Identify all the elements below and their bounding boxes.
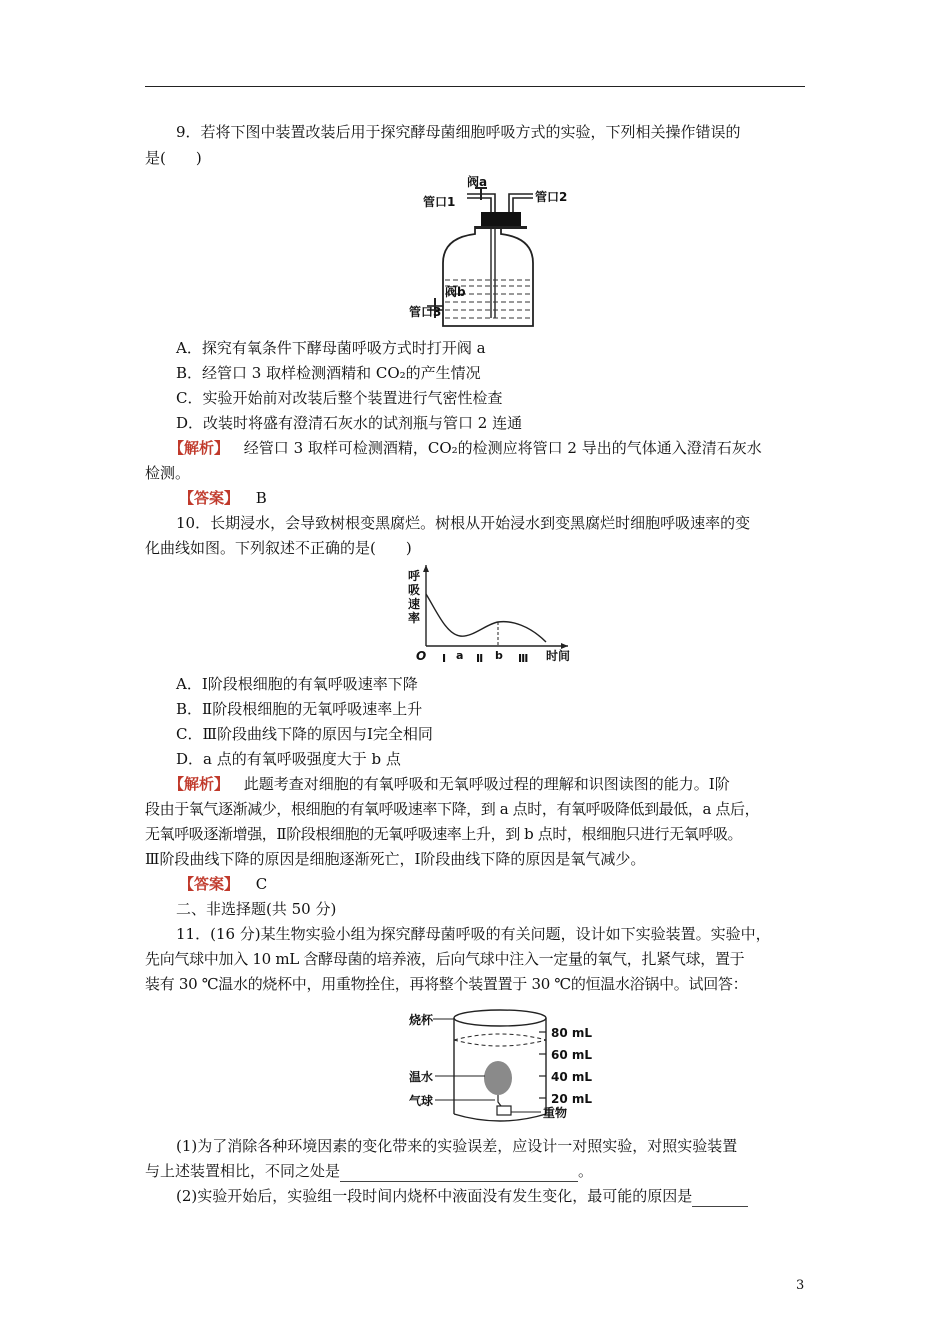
- tick-stage-2: Ⅱ: [476, 652, 484, 665]
- y-label-2: 吸: [408, 583, 421, 597]
- q11-sub2-line: [145, 1185, 838, 1207]
- answer-tag: 【答案】: [179, 489, 240, 507]
- tick-stage-1: Ⅰ: [442, 652, 447, 665]
- scale-80: 80 mL: [551, 1026, 593, 1040]
- q10-respiration-curve-figure: [400, 560, 580, 670]
- q9-answer: B: [255, 489, 267, 507]
- tick-stage-3: Ⅲ: [518, 652, 529, 665]
- q10-analysis-line3: 无氧呼吸逐渐增强，Ⅱ阶段根细胞的无氧呼吸速率上升，到 b 点时，根细胞只进行无氧呼吸。: [145, 825, 743, 843]
- q11-sub2-text: (2)实验开始后，实验组一段时间内烧杯中液面没有发生变化，最可能的原因是: [176, 1187, 693, 1205]
- q9-apparatus-figure: [405, 168, 620, 331]
- tick-a: a: [456, 649, 464, 662]
- analysis-tag: 【解析】: [169, 439, 230, 457]
- q10-analysis-text1: 此题考查对细胞的有氧呼吸和无氧呼吸过程的理解和识图读图的能力。Ⅰ阶: [243, 775, 730, 793]
- q11-stem-line1: 11．(16 分)某生物实验小组为探究酵母菌呼吸的有关问题，设计如下实验装置。实验中，: [176, 925, 771, 943]
- q9-analysis-line2: 检测。: [145, 464, 191, 482]
- balloon-label: 气球: [409, 1094, 434, 1108]
- q10-option-d: D．a 点的有氧呼吸强度大于 b 点: [176, 750, 401, 768]
- q9-analysis-text1: 经管口 3 取样可检测酒精，CO₂的检测应将管口 2 导出的气体通入澄清石灰水: [243, 439, 762, 457]
- q10-stem-line2: 化曲线如图。下列叙述不正确的是( ): [145, 539, 412, 557]
- x-axis-label: 时间: [546, 649, 571, 663]
- answer-blank-2: [692, 1191, 748, 1207]
- q9-option-d: D．改装时将盛有澄清石灰水的试剂瓶与管口 2 连通: [176, 414, 523, 432]
- q9-option-a: A．探究有氧条件下酵母菌呼吸方式时打开阀 a: [176, 339, 486, 357]
- q11-stem-line2: 先向气球中加入 10 mL 含酵母菌的培养液，后向气球中注入一定量的氧气，扎紧气球，置于: [145, 950, 745, 968]
- valve-a-label: 阀a: [467, 175, 488, 189]
- q11-sub1-line1: (1)为了消除各种环境因素的变化带来的实验误差，应设计一对照实验，对照实验装置: [176, 1137, 738, 1155]
- scale-60: 60 mL: [551, 1048, 593, 1062]
- q11-sub1-end: 。: [578, 1162, 594, 1180]
- q10-option-a: A．Ⅰ阶段根细胞的有氧呼吸速率下降: [176, 675, 418, 693]
- y-label-4: 率: [408, 611, 421, 625]
- header-rule: [145, 86, 805, 87]
- q10-stem-line1: 10．长期浸水，会导致树根变黑腐烂。树根从开始浸水到变黑腐烂时细胞呼吸速率的变: [176, 514, 751, 532]
- y-label-1: 呼: [408, 569, 421, 583]
- answer-tag: 【答案】: [179, 875, 240, 893]
- q10-analysis-line1: [145, 773, 831, 795]
- q9-stem-line2: 是( ): [145, 149, 202, 167]
- q9-answer-line: [145, 487, 841, 509]
- weight-label: 重物: [543, 1106, 568, 1120]
- answer-blank-1: [340, 1166, 578, 1182]
- q10-analysis-line4: Ⅲ阶段曲线下降的原因是细胞逐渐死亡，Ⅰ阶段曲线下降的原因是氧气减少。: [145, 850, 646, 868]
- page-number: 3: [796, 1278, 805, 1293]
- q9-option-c: C．实验开始前对改装后整个装置进行气密性检查: [176, 389, 503, 407]
- y-label-3: 速: [408, 597, 421, 611]
- q11-stem-line3: 装有 30 ℃温水的烧杯中，用重物拴住，再将整个装置置于 30 ℃的恒温水浴锅中。试回答：: [145, 975, 748, 993]
- section-heading: 二、非选择题(共 50 分): [176, 900, 337, 918]
- q10-answer: C: [255, 875, 268, 893]
- q11-sub1-text: 与上述装置相比，不同之处是: [145, 1162, 341, 1180]
- scale-20: 20 mL: [551, 1092, 593, 1106]
- scale-40: 40 mL: [551, 1070, 593, 1084]
- port3-label: 管口3: [409, 305, 442, 319]
- tick-b: b: [495, 649, 503, 662]
- q9-option-b: B．经管口 3 取样检测酒精和 CO₂的产生情况: [176, 364, 481, 382]
- q10-answer-line: [145, 873, 841, 895]
- beaker-label: 烧杯: [409, 1013, 434, 1027]
- port1-label: 管口1: [423, 195, 456, 209]
- valve-b-label: 阀b: [445, 285, 466, 299]
- water-label: 温水: [409, 1070, 434, 1084]
- q9-analysis-line1: [145, 437, 831, 459]
- q10-analysis-line2: 段由于氧气逐渐减少，根细胞的有氧呼吸速率下降，到 a 点时，有氧呼吸降低到最低，a 点后，: [145, 800, 760, 818]
- q10-option-b: B．Ⅱ阶段根细胞的无氧呼吸速率上升: [176, 700, 423, 718]
- q11-beaker-figure: [405, 1004, 605, 1126]
- q9-stem-line1: 9．若将下图中装置改装后用于探究酵母菌细胞呼吸方式的实验，下列相关操作错误的: [176, 123, 741, 141]
- origin-label: O: [416, 649, 427, 663]
- analysis-tag: 【解析】: [169, 775, 230, 793]
- q11-sub1-line2: [145, 1160, 807, 1182]
- q10-option-c: C．Ⅲ阶段曲线下降的原因与Ⅰ完全相同: [176, 725, 433, 743]
- port2-label: 管口2: [535, 190, 568, 204]
